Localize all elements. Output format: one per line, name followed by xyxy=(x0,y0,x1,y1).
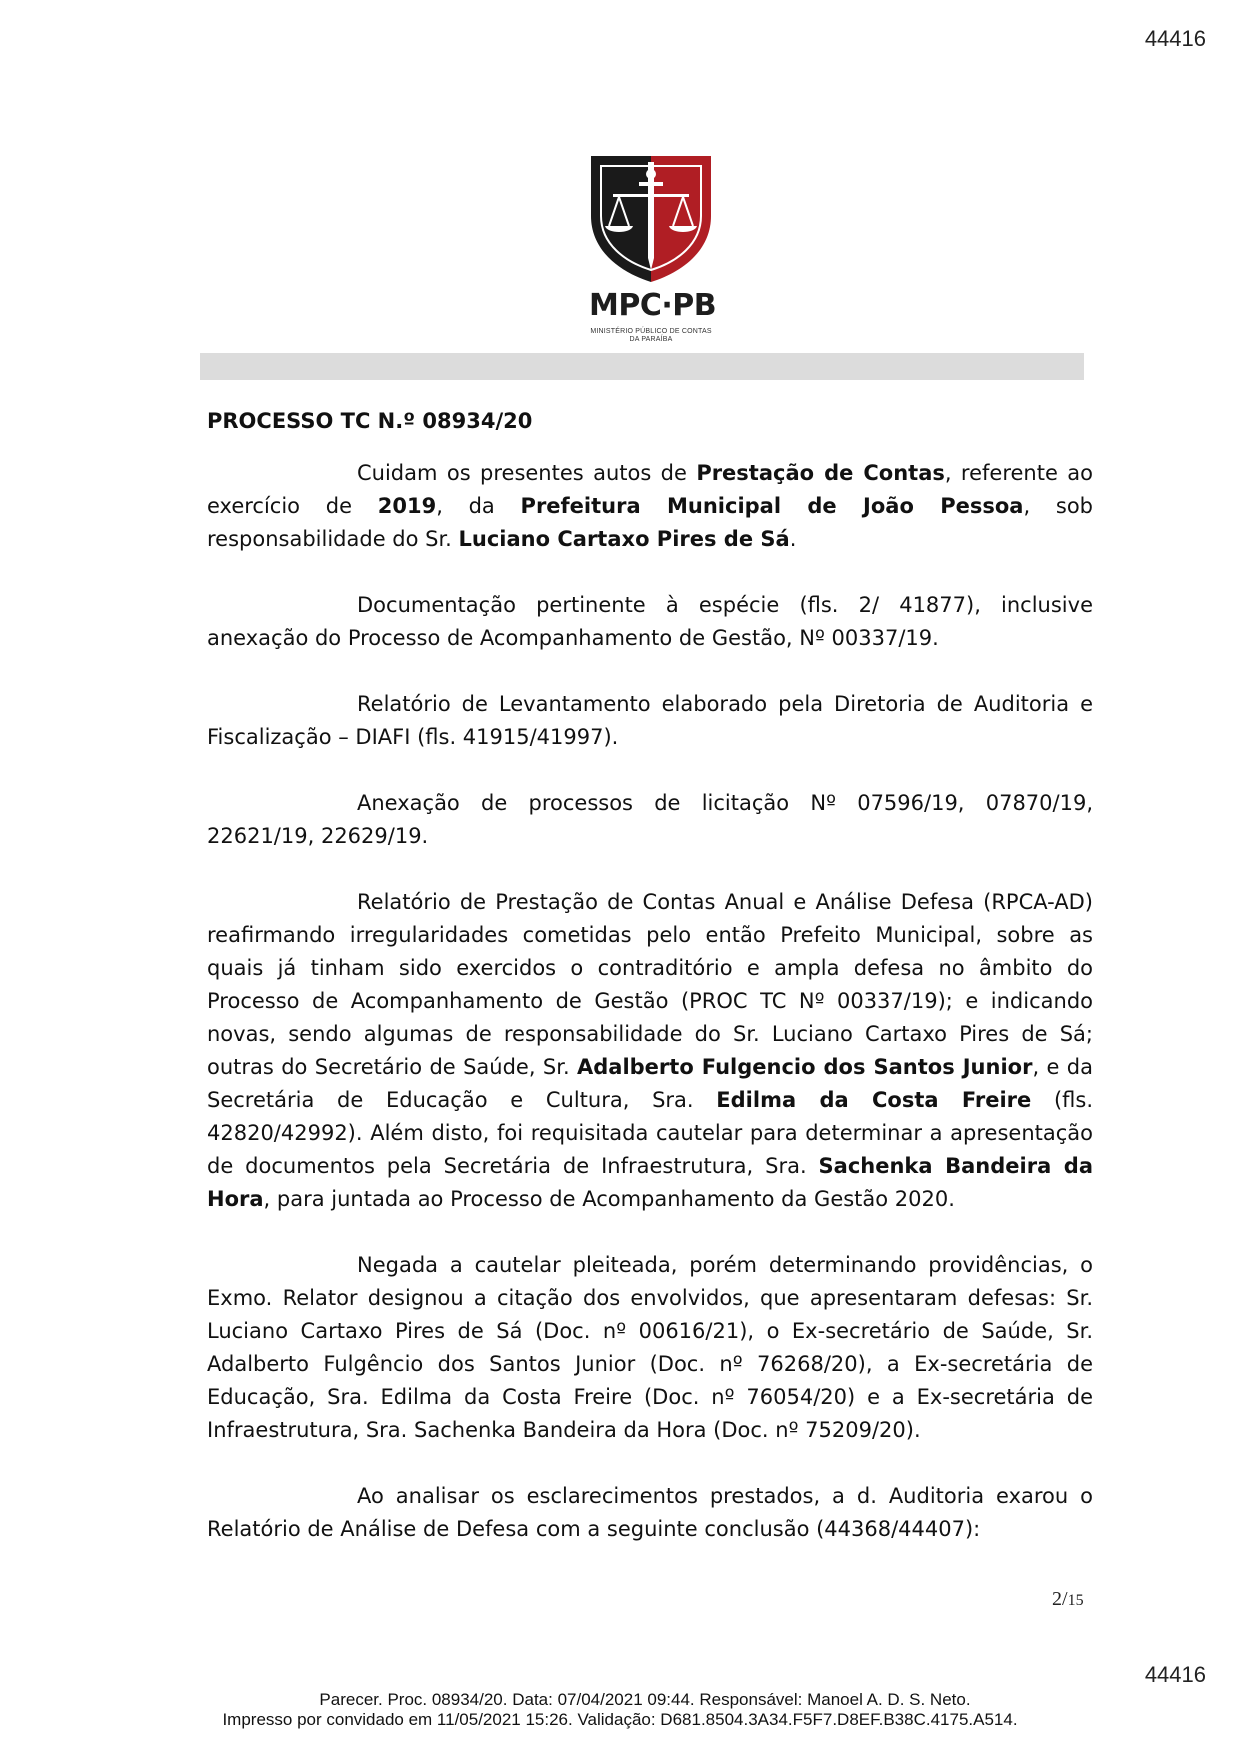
folio-total: 15 xyxy=(1067,1592,1084,1609)
shield-scales-emblem xyxy=(589,154,713,286)
page-folio: 2/15 xyxy=(1052,1588,1084,1610)
text-run: Documentação pertinente à espécie (fls. 2/ 41877), inclusive anexação do Processo de Acompanhamento de Gestão, Nº 00337/19. xyxy=(207,593,1093,650)
text-run: Relatório de Levantamento elaborado pela Diretoria de Auditoria e Fiscalização – DIAFI (fls. 41915/41997). xyxy=(207,692,1093,749)
bold-text: Prefeitura Municipal de João Pessoa xyxy=(520,494,1024,518)
document-body xyxy=(207,405,1093,1579)
text-run: , e da Secretária de Educação e Cultura, Sra. xyxy=(207,1055,1093,1112)
logo-subtitle-line1: MINISTÉRIO PÚBLICO DE CONTAS xyxy=(590,328,712,335)
bold-text: Sachenka Bandeira da Hora xyxy=(207,1154,1093,1211)
paragraph-list xyxy=(207,457,1093,1546)
paragraph xyxy=(207,886,1093,1216)
paragraph xyxy=(207,787,1093,853)
bold-text: Prestação de Contas xyxy=(696,461,945,485)
paragraph xyxy=(207,589,1093,655)
footer-line-1: Parecer. Proc. 08934/20. Data: 07/04/2021 09:44. Responsável: Manoel A. D. S. Neto. xyxy=(319,1690,971,1709)
text-run: (fls. 42820/42992). Além disto, foi requisitada cautelar para determinar a apresentação de documentos pela Secretária de Infraestrutura, Sra. xyxy=(207,1088,1093,1178)
paragraph xyxy=(207,1480,1093,1546)
page-number-top: 44416 xyxy=(1144,26,1206,51)
bold-text: Adalberto Fulgencio dos Santos Junior xyxy=(577,1055,1033,1079)
logo-title: MPC·PB xyxy=(589,288,717,323)
paragraph xyxy=(207,688,1093,754)
text-run: Cuidam os presentes autos de xyxy=(357,461,697,485)
header-divider-bar xyxy=(200,353,1084,380)
mpc-pb-logo xyxy=(589,154,717,350)
process-title: PROCESSO TC N.º 08934/20 xyxy=(207,409,533,433)
text-run: , referente ao exercício de xyxy=(207,461,1093,518)
text-run: , sob responsabilidade do Sr. xyxy=(207,494,1094,551)
text-run: , para juntada ao Processo de Acompanhamento da Gestão 2020. xyxy=(263,1187,955,1211)
bold-text: Luciano Cartaxo Pires de Sá xyxy=(458,527,790,551)
paragraph xyxy=(207,457,1093,556)
text-run: Ao analisar os esclarecimentos prestados, a d. Auditoria exarou o Relatório de Análise de Defesa com a seguinte conclusão (44368/44407): xyxy=(207,1484,1093,1541)
folio-current: 2 xyxy=(1052,1588,1062,1610)
text-run: Negada a cautelar pleiteada, porém determinando providências, o Exmo. Relator designou a citação dos envolvidos, que apresentaram defesas: Sr. Luciano Cartaxo Pires de Sá (Doc. nº 00616/21), o Ex-secretário de Saúde, Sr. Adalberto Fulgêncio dos Santos Junior (Doc. nº 76268/20), a Ex-secretária de Educação, Sra. Edilma da Costa Freire (Doc. nº 76054/20) e a Ex-secretária de Infraestrutura, Sra. Sachenka Bandeira da Hora (Doc. nº 75209/20). xyxy=(207,1253,1093,1442)
text-run: Relatório de Prestação de Contas Anual e Análise Defesa (RPCA-AD) reafirmando irregularidades cometidas pelo então Prefeito Municipal, sobre as quais já tinham sido exercidos o contraditório e ampla defesa no âmbito do Processo de Acompanhamento de Gestão (PROC TC Nº 00337/19); e indicando novas, sendo algumas de responsabilidade do Sr. Luciano Cartaxo Pires de Sá; outras do Secretário de Saúde, Sr. xyxy=(207,890,1093,1079)
text-run: , da xyxy=(436,494,521,518)
bold-text: 2019 xyxy=(377,494,437,518)
text-run: . xyxy=(789,527,797,551)
footer-line-2: Impresso por convidado em 11/05/2021 15:26. Validação: D681.8504.3A34.F5F7.D8EF.B38C.4175.A514. xyxy=(222,1710,1018,1729)
bold-text: Edilma da Costa Freire xyxy=(716,1088,1032,1112)
text-run: Anexação de processos de licitação Nº 07596/19, 07870/19, 22621/19, 22629/19. xyxy=(207,791,1093,848)
paragraph xyxy=(207,1249,1093,1447)
logo-subtitle-line2: DA PARAÍBA xyxy=(629,336,673,343)
page-number-bottom: 44416 xyxy=(1144,1662,1206,1687)
